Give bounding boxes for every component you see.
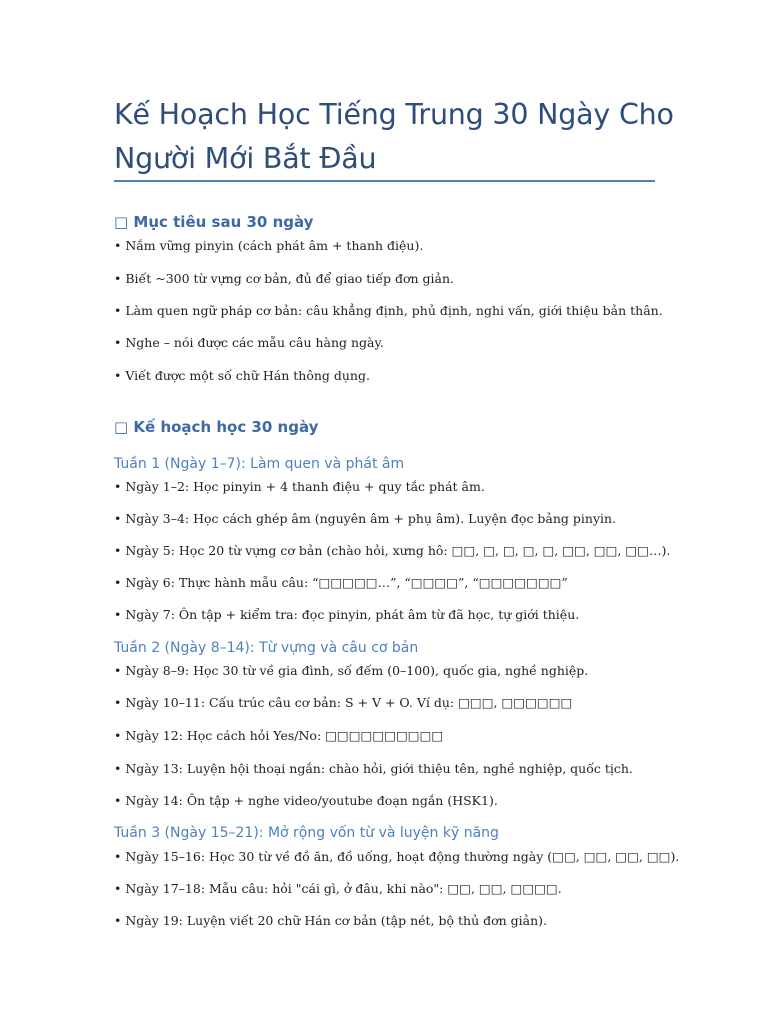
list-item: • Ngày 17–18: Mẫu câu: hỏi "cái gì, ở đâu, khi nào": □□, □□, □□□□. [114, 881, 562, 896]
list-item: • Ngày 7: Ôn tập + kiểm tra: đọc pinyin, phát âm từ đã học, tự giới thiệu. [114, 607, 580, 622]
week-heading-1: Tuần 1 (Ngày 1–7): Làm quen và phát âm [114, 456, 405, 472]
list-item: • Ngày 5: Học 20 từ vựng cơ bản (chào hỏi, xưng hô: □□, □, □, □, □, □□, □□, □□…). [114, 543, 671, 558]
list-item: • Ngày 3–4: Học cách ghép âm (nguyên âm + phụ âm). Luyện đọc bảng pinyin. [114, 511, 617, 526]
missing-glyph-icon: □ [114, 418, 129, 436]
section-heading-goals [114, 213, 313, 231]
list-item: • Ngày 1–2: Học pinyin + 4 thanh điệu + quy tắc phát âm. [114, 479, 485, 494]
list-item: • Ngày 14: Ôn tập + nghe video/youtube đoạn ngắn (HSK1). [114, 793, 498, 808]
list-item: • Ngày 12: Học cách hỏi Yes/No: □□□□□□□□□□ [114, 728, 444, 743]
section-heading-plan [114, 418, 318, 436]
list-item: • Làm quen ngữ pháp cơ bản: câu khẳng định, phủ định, nghi vấn, giới thiệu bản thân. [114, 303, 663, 318]
list-item: • Viết được một số chữ Hán thông dụng. [114, 368, 370, 383]
list-item: • Ngày 10–11: Cấu trúc câu cơ bản: S + V + O. Ví dụ: □□□, □□□□□□ [114, 695, 573, 710]
section-heading-text: Mục tiêu sau 30 ngày [133, 213, 314, 231]
week-heading-3: Tuần 3 (Ngày 15–21): Mở rộng vốn từ và luyện kỹ năng [114, 825, 499, 841]
list-item: • Ngày 13: Luyện hội thoại ngắn: chào hỏi, giới thiệu tên, nghề nghiệp, quốc tịch. [114, 761, 633, 776]
list-item: • Ngày 8–9: Học 30 từ về gia đình, số đếm (0–100), quốc gia, nghề nghiệp. [114, 663, 589, 678]
list-item: • Ngày 6: Thực hành mẫu câu: “□□□□□…”, “□□□□”, “□□□□□□□” [114, 575, 568, 590]
list-item: • Biết ~300 từ vựng cơ bản, đủ để giao tiếp đơn giản. [114, 271, 455, 286]
list-item: • Ngày 15–16: Học 30 từ về đồ ăn, đồ uống, hoạt động thường ngày (□□, □□, □□, □□). [114, 849, 680, 864]
week-heading-2: Tuần 2 (Ngày 8–14): Từ vựng và câu cơ bản [114, 640, 419, 656]
title-underline [114, 180, 655, 182]
list-item: • Nắm vững pinyin (cách phát âm + thanh điệu). [114, 238, 424, 253]
page-title: Kế Hoạch Học Tiếng Trung 30 Ngày Cho Người Mới Bắt Đầu [114, 98, 674, 175]
list-item: • Ngày 19: Luyện viết 20 chữ Hán cơ bản (tập nét, bộ thủ đơn giản). [114, 913, 548, 928]
section-heading-text: Kế hoạch học 30 ngày [133, 418, 319, 436]
list-item: • Nghe – nói được các mẫu câu hàng ngày. [114, 335, 384, 350]
missing-glyph-icon: □ [114, 213, 129, 231]
